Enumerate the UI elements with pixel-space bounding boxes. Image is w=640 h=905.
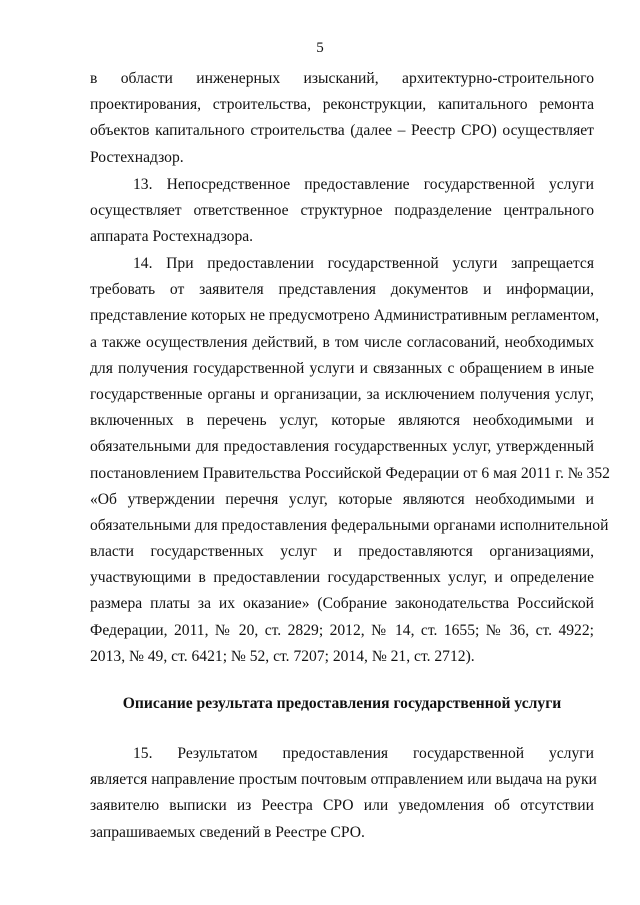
text-line: а также осуществления действий, в том числе согласований, необходимых [90,333,594,351]
text-line: размера платы за их оказание» (Собрание законодательства Российской [90,595,594,613]
text-line: 14. При предоставлении государственной услуги запрещается [133,255,594,272]
text-line: представление которых не предусмотрено Административным регламентом, [90,307,600,325]
text-line: требовать от заявителя представления документов и информации, [90,281,594,299]
text-line: заявителю выписки из Реестра СРО или уведомления об отсутствии [90,797,594,815]
text-line: обязательными для предоставления федеральными органами исполнительной [90,516,609,534]
paragraph-15 [90,741,597,846]
text-line: Ростехнадзор. [90,148,184,166]
text-line: аппарата Ростехнадзора. [90,228,254,246]
text-line: Федерации, 2011, № 20, ст. 2829; 2012, № 14, ст. 1655; № 36, ст. 4922; [90,621,594,639]
text-line: для получения государственной услуги и связанных с обращением в иные [90,359,594,377]
text-line: обязательными для предоставления государственных услуг, утвержденный [90,438,594,456]
section-heading: Описание результата предоставления государственной услуги [122,695,562,712]
text-line: государственные органы и организации, за исключением получения услуг, [90,385,594,403]
paragraph-14 [90,251,610,670]
text-line: запрашиваемых сведений в Реестре СРО. [90,823,365,841]
text-line: «Об утверждении перечня услуг, которые являются необходимыми и [90,490,594,508]
text-line: власти государственных услуг и предоставляются организациями, [90,543,594,561]
page-number: 5 [316,40,324,56]
text-line: участвующими в предоставлении государственных услуг, и определение [90,569,594,587]
text-line: 2013, № 49, ст. 6421; № 52, ст. 7207; 2014, № 21, ст. 2712). [90,647,475,665]
text-line: 13. Непосредственное предоставление государственной услуги [133,176,594,193]
text-line: объектов капитального строительства (далее – Реестр СРО) осуществляет [90,122,594,140]
text-line: постановлением Правительства Российской Федерации от 6 мая 2011 г. № 352 [90,464,610,482]
paragraph-13 [90,172,594,251]
text-line: осуществляет ответственное структурное подразделение центрального [90,202,594,220]
paragraph-registry-continuation [90,66,594,171]
text-line: проектирования, строительства, реконструкции, капитального ремонта [90,96,594,114]
text-line: является направление простым почтовым отправлением или выдача на руки [90,771,597,789]
text-line: включенных в перечень услуг, которые являются необходимыми и [90,412,594,430]
text-line: в области инженерных изысканий, архитектурно-строительного [90,70,594,87]
text-line: 15. Результатом предоставления государственной услуги [133,745,594,762]
